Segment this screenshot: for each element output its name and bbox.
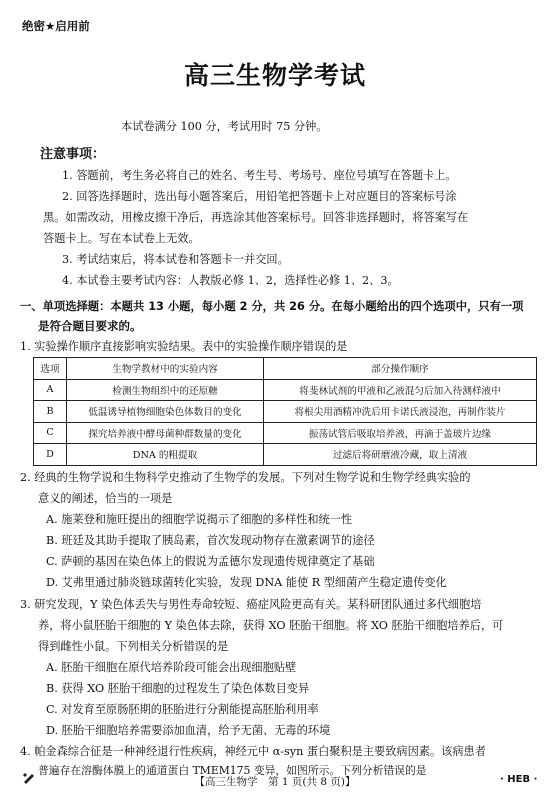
question-3-stem-cont: 得到雌性小鼠。下列相关分析错误的是 <box>38 640 229 653</box>
table-cell: 低温诱导植物细胞染色体数目的变化 <box>67 401 264 423</box>
table-cell: 振荡试管后吸取培养液，再滴于盖玻片边缘 <box>264 422 537 444</box>
question-4-stem: 4. 帕金森综合征是一种神经退行性疾病，神经元中 α-syn 蛋白聚积是主要致病因素。该病患者 <box>20 745 486 758</box>
question-2-option-d: D. 艾弗里通过肺炎链球菌转化实验，发现 DNA 能使 R 型细菌产生稳定遗传变化 <box>46 576 447 589</box>
section-heading: 一、单项选择题：本题共 13 小题，每小题 2 分，共 26 分。在每小题给出的四个选项中，只有一项 <box>20 300 524 313</box>
exam-title: 高三生物学考试 <box>183 61 366 90</box>
question-3-option-c: C. 对发育至原肠胚期的胚胎进行分割能提高胚胎利用率 <box>46 703 319 716</box>
experiment-table <box>33 357 537 466</box>
question-4-stem-cont: 普遍存在溶酶体膜上的通道蛋白 TMEM175 变异，如图所示。下列分析错误的是 <box>38 764 427 777</box>
question-2-stem-cont: 意义的阐述，恰当的一项是 <box>38 492 173 505</box>
table-cell: 将根尖用酒精冲洗后用卡诺氏液浸泡，再制作装片 <box>264 401 537 423</box>
notice-line: 4. 本试卷主要考试内容：人教版必修 1、2，选择性必修 1、2、3。 <box>62 274 399 287</box>
question-2-option-a: A. 施莱登和施旺提出的细胞学说揭示了细胞的多样性和统一性 <box>46 513 353 526</box>
table-row <box>34 444 537 466</box>
paper-code: · HEB · <box>500 774 538 785</box>
table-cell: 过滤后将研磨液冷藏，取上清液 <box>264 444 537 466</box>
table-cell: A <box>34 379 67 401</box>
notice-line: 黑。如需改动，用橡皮擦干净后，再选涂其他答案标号。回答非选择题时，将答案写在 <box>43 211 469 224</box>
table-row <box>34 379 537 401</box>
confidential-label: 绝密★启用前 <box>22 19 90 33</box>
question-3-stem: 3. 研究发现，Y 染色体丢失与男性寿命较短、癌症风险更高有关。某科研团队通过多代细胞培 <box>20 598 482 611</box>
notice-line: 答题卡上。写在本试卷上无效。 <box>43 232 200 245</box>
table-cell: B <box>34 401 67 423</box>
question-1-stem: 1. 实验操作顺序直接影响实验结果。表中的实验操作顺序错误的是 <box>20 340 348 353</box>
question-2-option-b: B. 班廷及其助手提取了胰岛素，首次发现动物存在激素调节的途径 <box>46 534 375 547</box>
table-cell: D <box>34 444 67 466</box>
table-header-row <box>34 358 537 380</box>
section-heading-cont: 是符合题目要求的。 <box>38 319 142 333</box>
table-cell: DNA 的粗提取 <box>67 444 264 466</box>
question-2-option-c: C. 萨顿的基因在染色体上的假说为孟德尔发现遗传规律奠定了基础 <box>46 555 375 568</box>
table-header: 部分操作顺序 <box>264 358 537 380</box>
question-3-stem-cont: 养，将小鼠胚胎干细胞的 Y 染色体去除，获得 XO 胚胎干细胞。将 XO 胚胎干细胞培养后，可 <box>38 619 504 632</box>
table-cell: 将斐林试剂的甲液和乙液混匀后加入待测样液中 <box>264 379 537 401</box>
question-3-option-a: A. 胚胎干细胞在原代培养阶段可能会出现细胞贴壁 <box>46 661 297 674</box>
table-cell: C <box>34 422 67 444</box>
notice-line: 1. 答题前，考生务必将自己的姓名、考生号、考场号、座位号填写在答题卡上。 <box>62 169 457 182</box>
notice-heading: 注意事项： <box>40 147 106 162</box>
exam-intro: 本试卷满分 100 分，考试用时 75 分钟。 <box>121 120 328 133</box>
table-header: 生物学教材中的实验内容 <box>67 358 264 380</box>
page-footer: 【高三生物学 第 1 页(共 8 页)】 <box>194 776 356 788</box>
table-cell: 检测生物组织中的还原糖 <box>67 379 264 401</box>
table-row <box>34 422 537 444</box>
notice-line: 2. 回答选择题时，选出每小题答案后，用铅笔把答题卡上对应题目的答案标号涂 <box>62 190 457 203</box>
notice-line: 3. 考试结束后，将本试卷和答题卡一并交回。 <box>62 253 289 266</box>
question-3-option-d: D. 胚胎干细胞培养需要添加血清，给予无菌、无毒的环境 <box>46 724 331 737</box>
question-2-stem: 2. 经典的生物学说和生物科学史推动了生物学的发展。下列对生物学说和生物学经典实验的 <box>20 471 471 484</box>
table-header: 选项 <box>34 358 67 380</box>
table-row <box>34 401 537 423</box>
table-cell: 探究培养液中酵母菌种群数量的变化 <box>67 422 264 444</box>
question-3-option-b: B. 获得 XO 胚胎干细胞的过程发生了染色体数目变异 <box>46 682 310 695</box>
